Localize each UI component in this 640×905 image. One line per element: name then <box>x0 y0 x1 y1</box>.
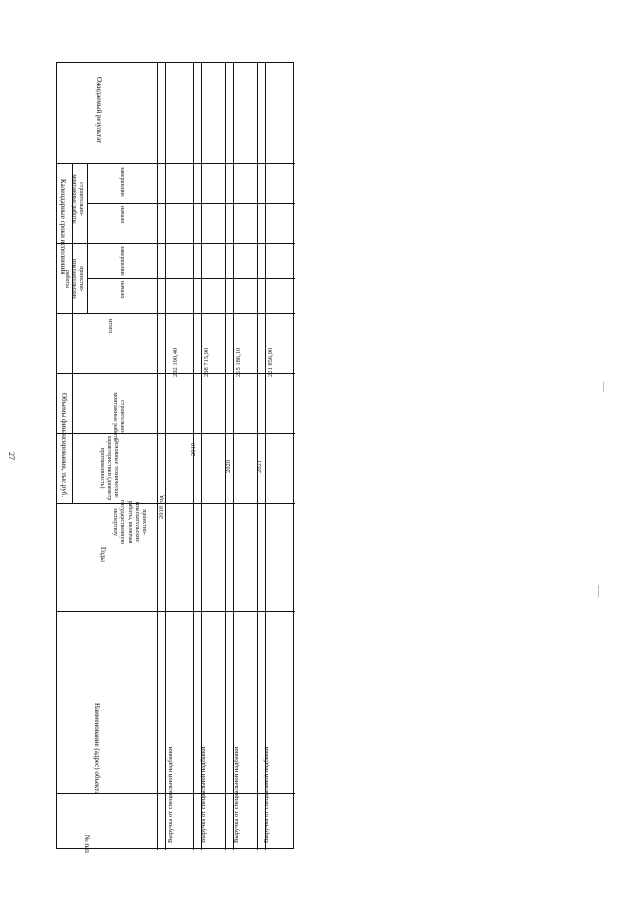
col-divider-sched-design-end <box>57 243 295 244</box>
row-name: Выручка от специальной надбавки <box>233 746 240 843</box>
row-divider <box>193 63 194 850</box>
header-financing-construction: строительно-монтажные работы <box>111 392 125 442</box>
scan-mark <box>598 585 599 597</box>
header-name: Наименование (адрес) объекта <box>93 703 101 795</box>
header-start-design: начало <box>119 281 125 299</box>
scan-mark <box>603 382 604 392</box>
col-divider-sched-constr-end <box>57 163 295 164</box>
row-total: 215 186,10 <box>235 347 242 377</box>
row-divider <box>165 63 166 850</box>
header-schedule-construction: строительно-монтажные работы <box>70 174 84 224</box>
header-result: Ожидаемый результат <box>95 77 103 144</box>
header-end-design: завершение <box>119 246 125 276</box>
year-label: 2018 год <box>158 495 165 519</box>
row-divider <box>225 63 226 850</box>
year-label: 2021 <box>256 460 263 473</box>
col-divider-design <box>57 433 295 434</box>
col-divider-name <box>57 611 295 612</box>
header-financing-total: итого <box>107 319 113 334</box>
col-divider-sched-design-mid <box>87 278 295 279</box>
col-divider-years <box>57 503 295 504</box>
header-financing-design: проектно-изыскательские работы, включая государственную экспертизу <box>112 499 147 545</box>
header-years: Годы <box>99 547 107 562</box>
row-name: Выручка от специальной надбавки <box>167 746 174 843</box>
col-divider-total <box>57 313 295 314</box>
financing-group-divider <box>72 313 73 503</box>
row-divider <box>265 63 266 850</box>
col-divider-sched-constr-mid <box>87 203 295 204</box>
year-label: 2019 <box>190 443 197 456</box>
row-name: Выручка от специальной надбавки <box>200 746 207 843</box>
row-total: 208 715,90 <box>203 347 210 377</box>
row-divider <box>201 63 202 850</box>
header-end-construction: завершение <box>119 167 125 197</box>
header-financing-group: Объемы финансирования, тыс.руб. <box>60 393 68 498</box>
financing-table <box>56 62 294 853</box>
page-number: 27 <box>7 452 16 460</box>
header-start-construction: начало <box>119 206 125 224</box>
row-total: 221 856,90 <box>267 347 274 377</box>
row-total: 202 100,40 <box>172 347 179 377</box>
row-divider <box>233 63 234 850</box>
schedule-sub-divider <box>87 163 88 313</box>
header-divider <box>157 63 158 850</box>
row-divider <box>257 63 258 850</box>
row-name: Выручка от специальной надбавки <box>263 746 270 843</box>
header-num: № п/п <box>83 835 91 853</box>
header-characteristics: Основные технические характеристики (диаметр протяженность) <box>98 435 119 501</box>
header-schedule-group: Календарные сроки исполнения <box>59 179 67 275</box>
header-schedule-design: проектно-изыскательские работы <box>63 258 84 300</box>
year-label: 2020 <box>225 460 232 473</box>
